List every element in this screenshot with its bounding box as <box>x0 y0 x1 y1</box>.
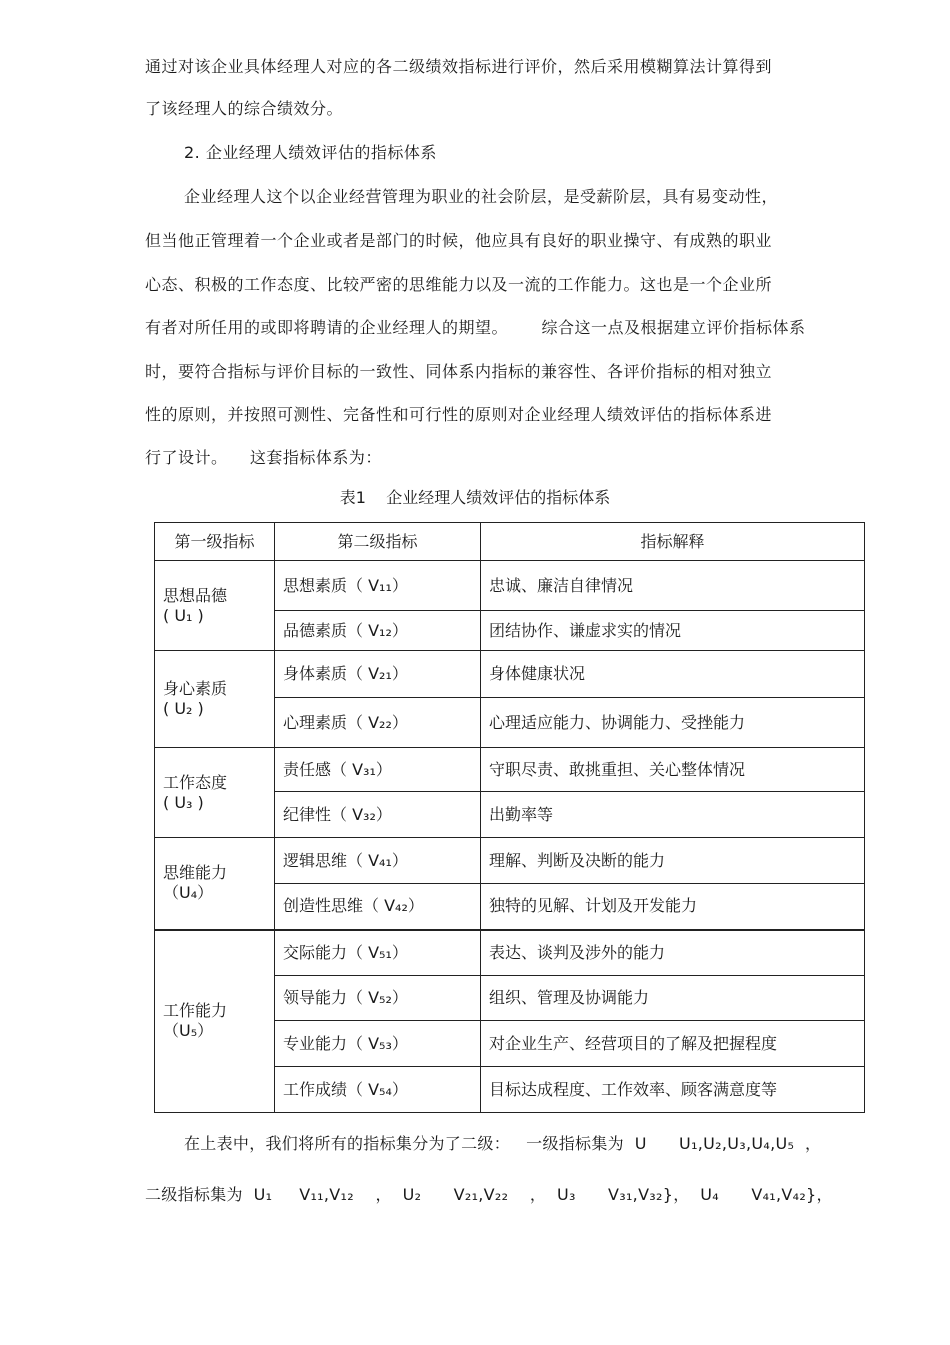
header-explanation: 指标解释 <box>481 523 865 561</box>
header-level2: 第二级指标 <box>275 523 481 561</box>
explanation-cell: 独特的见解、计划及开发能力 <box>481 884 865 930</box>
explanation-cell: 理解、判断及决断的能力 <box>481 838 865 884</box>
level1-cell <box>155 838 275 930</box>
level1-name: 思想品德 <box>163 585 228 605</box>
paragraph-line-7: 时，要符合指标与评价目标的一致性、同体系内指标的兼容性、各评价指标的相对独立 <box>145 362 773 381</box>
table-row <box>155 838 865 884</box>
table-caption: 表1 企业经理人绩效评估的指标体系 <box>339 488 611 507</box>
level2-cell: 工作成绩（ V₅₄） <box>275 1067 481 1113</box>
level1-code: ( U₃ ) <box>163 792 204 812</box>
level1-name: 工作态度 <box>163 772 228 792</box>
level2-cell: 思想素质（ V₁₁） <box>275 561 481 611</box>
level2-cell: 领导能力（ V₅₂） <box>275 976 481 1021</box>
paragraph-line-5: 心态、积极的工作态度、比较严密的思维能力以及一流的工作能力。这也是一个企业所 <box>145 275 773 294</box>
level1-code: （U₅） <box>163 1021 214 1041</box>
paragraph-line-2: 了该经理人的综合绩效分。 <box>145 99 344 118</box>
level2-cell: 责任感（ V₃₁） <box>275 748 481 792</box>
after-table-line-1: 在上表中，我们将所有的指标集分为了二级： 一级指标集为 U U₁,U₂,U₃,U₄,U₅ ， <box>184 1134 822 1153</box>
level2-cell: 品德素质（ V₁₂） <box>275 611 481 651</box>
level2-cell: 纪律性（ V₃₂） <box>275 792 481 838</box>
level2-cell: 创造性思维（ V₄₂） <box>275 884 481 930</box>
level1-cell <box>155 561 275 651</box>
explanation-cell: 身体健康状况 <box>481 651 865 698</box>
table-row <box>155 561 865 611</box>
explanation-cell: 出勤率等 <box>481 792 865 838</box>
level2-cell: 专业能力（ V₅₃） <box>275 1021 481 1067</box>
explanation-cell: 目标达成程度、工作效率、顾客满意度等 <box>481 1067 865 1113</box>
level1-cell <box>155 930 275 1113</box>
level2-cell: 逻辑思维（ V₄₁） <box>275 838 481 884</box>
explanation-cell: 守职尽责、敢挑重担、关心整体情况 <box>481 748 865 792</box>
level1-name: 工作能力 <box>163 1001 228 1021</box>
level1-cell <box>155 651 275 748</box>
paragraph-line-9: 行了设计。 这套指标体系为： <box>145 448 382 467</box>
header-level1: 第一级指标 <box>155 523 275 561</box>
paragraph-line-4: 但当他正管理着一个企业或者是部门的时候，他应具有良好的职业操守、有成熟的职业 <box>145 231 773 250</box>
level1-code: ( U₁ ) <box>163 605 204 625</box>
table-row <box>155 930 865 976</box>
table-header-row <box>155 523 865 561</box>
explanation-cell: 忠诚、廉洁自律情况 <box>481 561 865 611</box>
explanation-cell: 对企业生产、经营项目的了解及把握程度 <box>481 1021 865 1067</box>
indicator-table <box>154 522 865 1113</box>
paragraph-line-8: 性的原则，并按照可测性、完备性和可行性的原则对企业经理人绩效评估的指标体系进 <box>145 405 773 424</box>
level2-cell: 交际能力（ V₅₁） <box>275 930 481 976</box>
level2-cell: 身体素质（ V₂₁） <box>275 651 481 698</box>
level1-code: ( U₂ ) <box>163 699 204 718</box>
paragraph-line-3: 企业经理人这个以企业经营管理为职业的社会阶层，是受薪阶层，具有易变动性， <box>184 187 779 206</box>
explanation-cell: 表达、谈判及涉外的能力 <box>481 930 865 976</box>
paragraph-line-1: 通过对该企业具体经理人对应的各二级绩效指标进行评价，然后采用模糊算法计算得到 <box>145 57 773 76</box>
level1-name: 思维能力 <box>163 863 228 883</box>
after-table-line-2: 二级指标集为 U₁ V₁₁,V₁₂ ， U₂ V₂₁,V₂₂ ， U₃ V₃₁,V₃₂}， U₄ V₄₁,V₄₂}， <box>145 1185 833 1204</box>
explanation-cell: 心理适应能力、协调能力、受挫能力 <box>481 698 865 748</box>
table-row <box>155 748 865 792</box>
level2-cell: 心理素质（ V₂₂） <box>275 698 481 748</box>
paragraph-line-6: 有者对所任用的或即将聘请的企业经理人的期望。 综合这一点及根据建立评价指标体系 <box>145 318 806 337</box>
explanation-cell: 团结协作、谦虚求实的情况 <box>481 611 865 651</box>
section-heading: 2. 企业经理人绩效评估的指标体系 <box>184 143 437 162</box>
explanation-cell: 组织、管理及协调能力 <box>481 976 865 1021</box>
level1-cell <box>155 748 275 838</box>
level1-name: 身心素质 <box>163 679 228 698</box>
table-row <box>155 651 865 698</box>
level1-code: （U₄） <box>163 883 214 903</box>
